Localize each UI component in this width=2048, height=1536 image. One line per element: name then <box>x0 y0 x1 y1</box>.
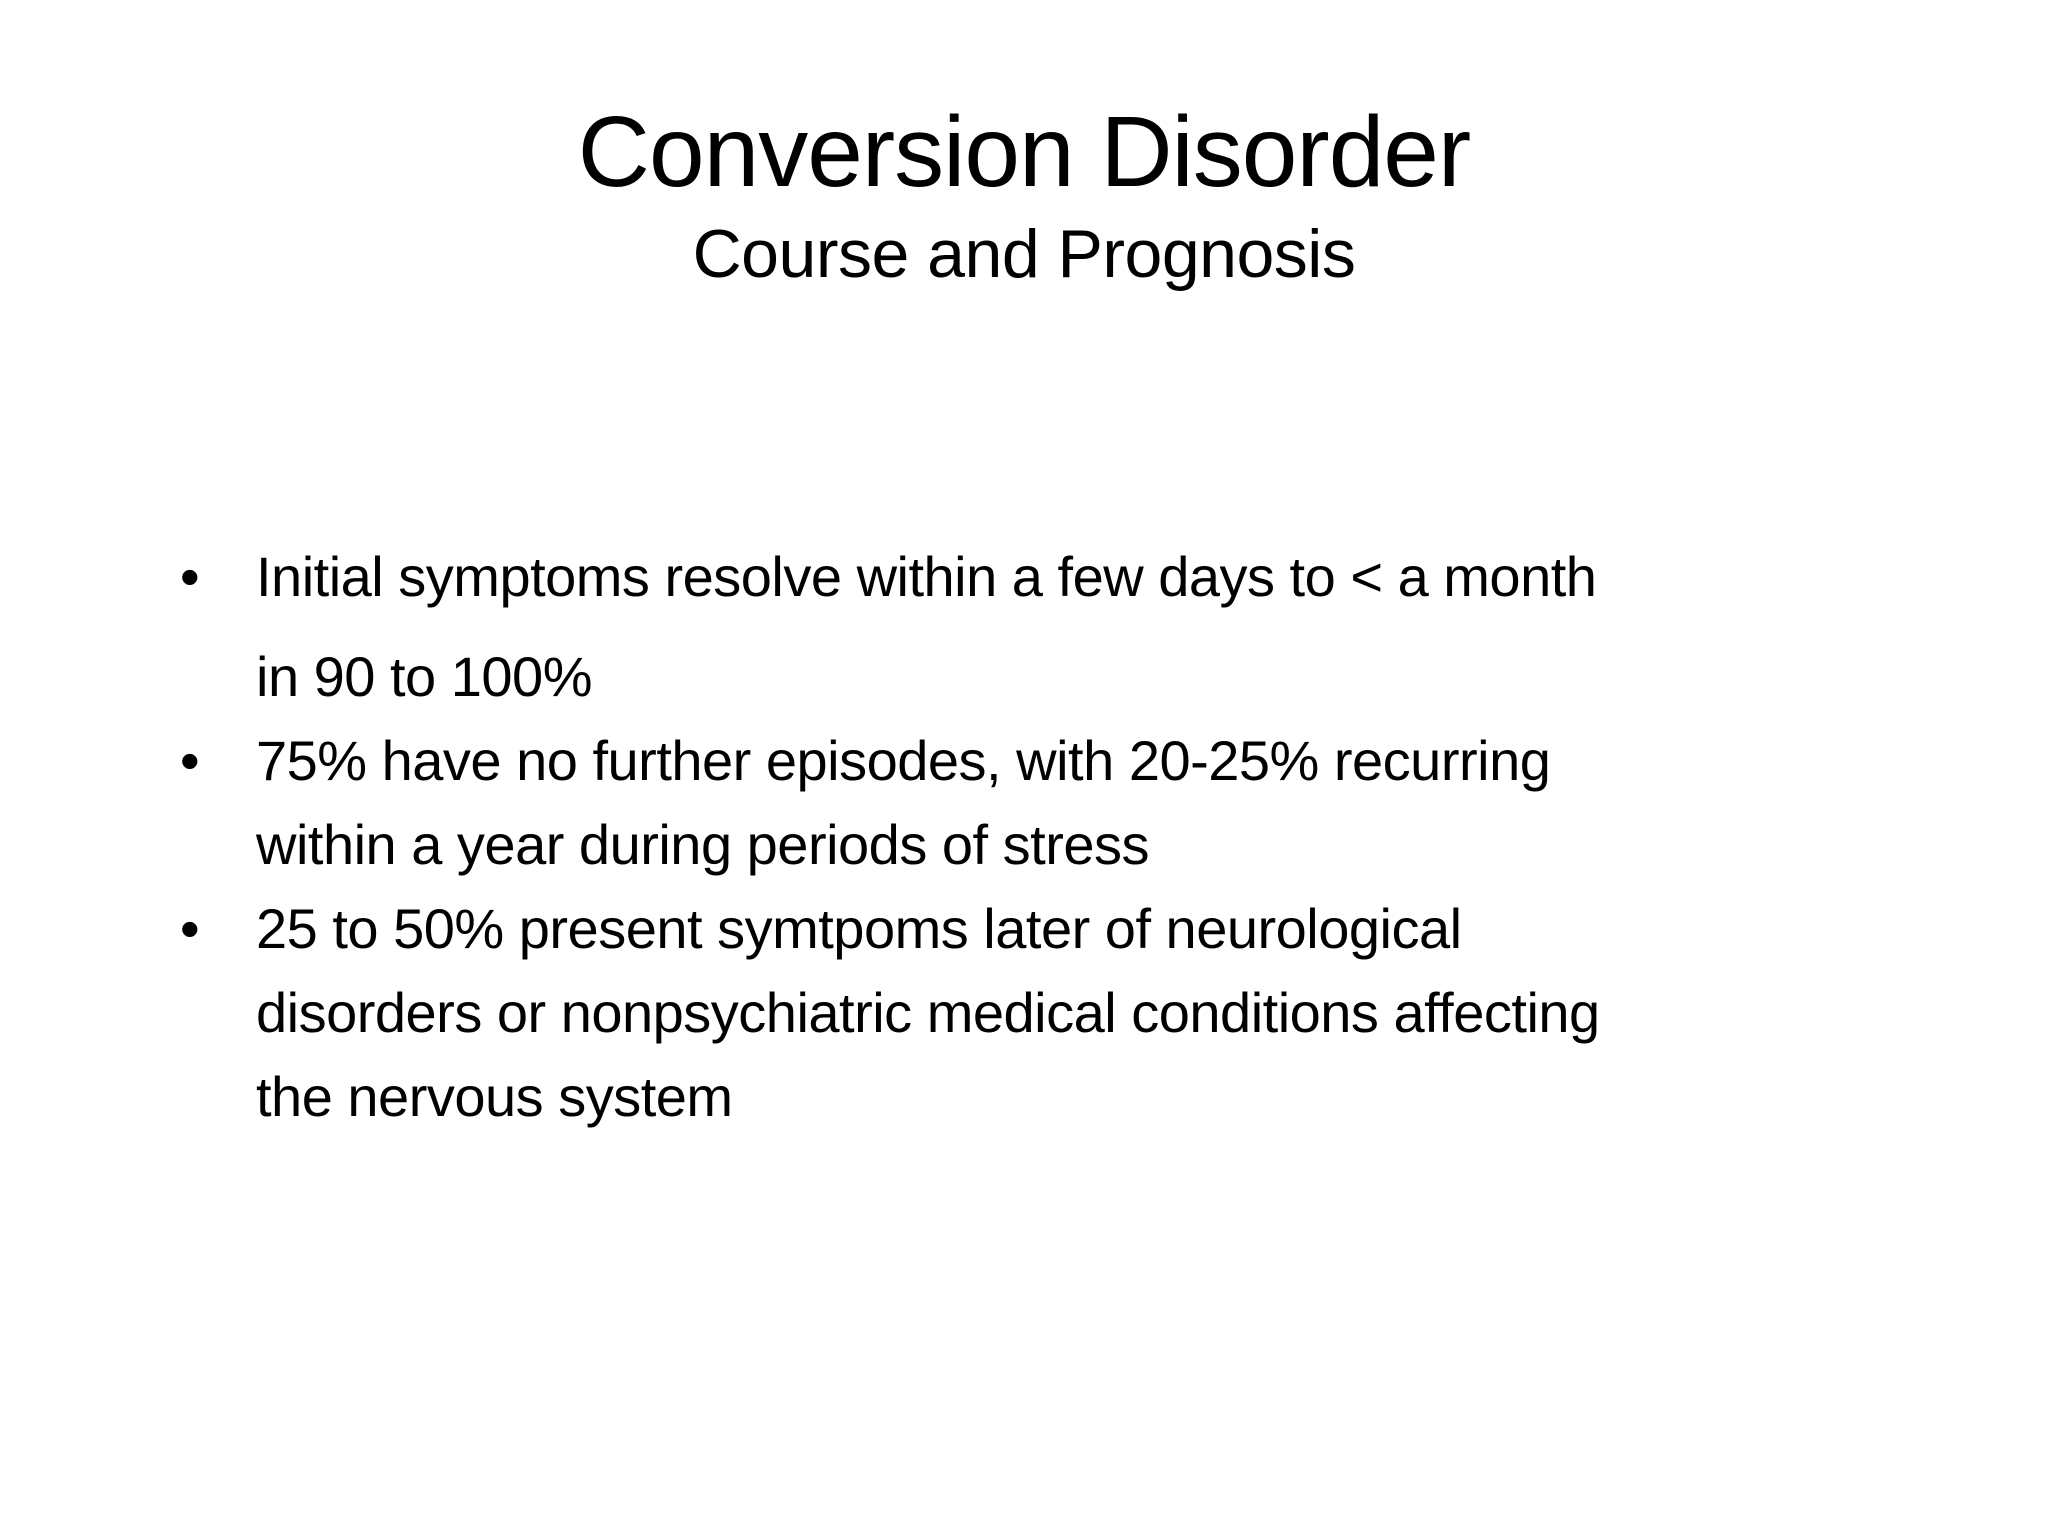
bullet-text-line: 25 to 50% present symtpoms later of neurological <box>256 897 1462 960</box>
title-block <box>0 92 2048 296</box>
bullet-marker: • <box>180 897 200 960</box>
bullet-text-line: 75% have no further episodes, with 20-25% recurring <box>256 729 1551 792</box>
bullet-text-line: within a year during periods of stress <box>256 813 1149 876</box>
bullet-text-line: in 90 to 100% <box>256 645 592 708</box>
bullet-marker: • <box>180 545 200 608</box>
bullet-item <box>180 535 1860 719</box>
bullet-list <box>180 535 1860 1139</box>
slide-subtitle: Course and Prognosis <box>692 216 1356 292</box>
bullet-text-line: Initial symptoms resolve within a few days to < a month <box>256 545 1597 608</box>
bullet-text-line: disorders or nonpsychiatric medical conditions affecting <box>256 981 1600 1044</box>
slide-title: Conversion Disorder <box>577 96 1471 208</box>
bullet-item <box>180 719 1860 887</box>
bullet-item <box>180 887 1860 1139</box>
bullet-marker: • <box>180 729 200 792</box>
bullet-text-line: the nervous system <box>256 1065 733 1128</box>
